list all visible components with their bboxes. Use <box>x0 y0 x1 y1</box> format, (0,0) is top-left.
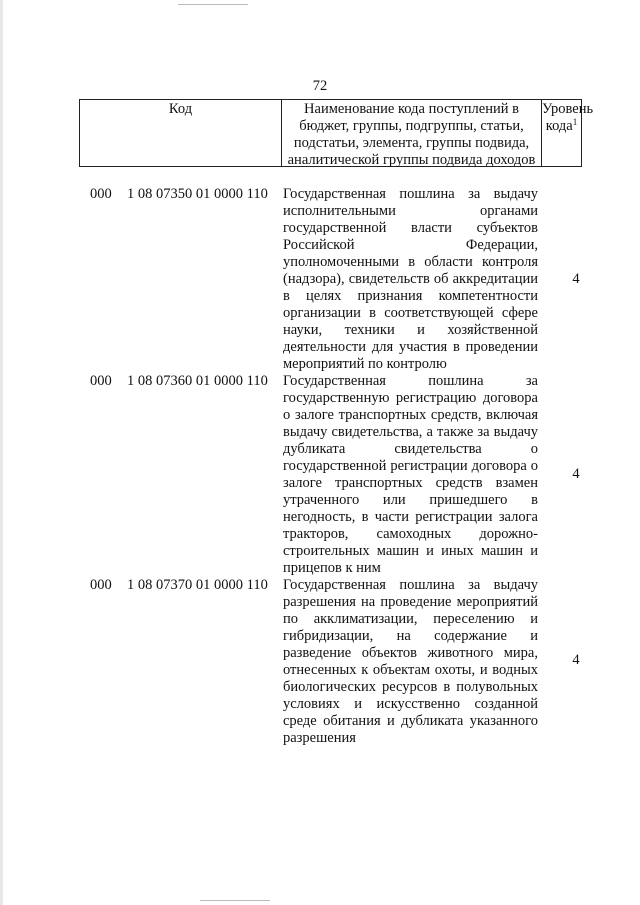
row-admin-code: 000 <box>90 577 112 593</box>
row-income-name: Государственная пошлина за выдачу разрешения на проведение мероприятий по акклиматизации, переселению и гибридизации, на содержание и разведение объектов животного мира, отнесенных к объектам охоты, и водных биологических ресурсов в полувольных условиях и искусственно созданной среде обитания и дубликата указанного разрешения <box>283 577 538 746</box>
row-income-name: Государственная пошлина за государственную регистрацию договора о залоге транспортных средств, включая выдачу свидетельства, а также за выдачу дубликата свидетельства о государственной регистрации договора о залоге транспортных средств взамен утраченного или пришедшего в негодность, в части регистрации залога тракторов, самоходных дорожно-строительных машин и иных машин и прицепов к ним <box>283 373 538 576</box>
row-level: 4 <box>572 466 580 482</box>
row-income-code: 1 08 07350 01 0000 110 <box>127 186 268 202</box>
row-admin-code: 000 <box>90 186 112 202</box>
header-level <box>541 100 594 166</box>
row-income-code: 1 08 07370 01 0000 110 <box>127 577 268 593</box>
table-row <box>0 373 640 577</box>
table-body <box>0 186 640 747</box>
scan-mark-bottom <box>200 900 270 901</box>
table-row <box>0 186 640 373</box>
scan-mark-top <box>178 4 248 5</box>
header-code: Код <box>79 100 281 166</box>
row-level: 4 <box>572 652 580 668</box>
table-header <box>79 99 594 168</box>
page-number: 72 <box>312 78 328 94</box>
row-income-name: Государственная пошлина за выдачу исполнительными органами государственной власти субъектов Российской Федерации, уполномоченными в области контроля (надзора), свидетельств об аккредитации в целях признания компетентности организации в соответствующей сфере науки, техники и хозяйственной деятельности для участия в проведении мероприятий по контролю <box>283 186 538 372</box>
table-row <box>0 577 640 747</box>
row-admin-code: 000 <box>90 373 112 389</box>
row-level: 4 <box>572 271 580 287</box>
header-name: Наименование кода поступлений в бюджет, группы, подгруппы, статьи, подстатьи, элемента, группы подвида, аналитической группы подвида доходов <box>281 100 541 166</box>
row-income-code: 1 08 07360 01 0000 110 <box>127 373 268 389</box>
header-level-label: Уровень кода <box>542 101 594 134</box>
header-level-footnote: 1 <box>572 117 578 127</box>
